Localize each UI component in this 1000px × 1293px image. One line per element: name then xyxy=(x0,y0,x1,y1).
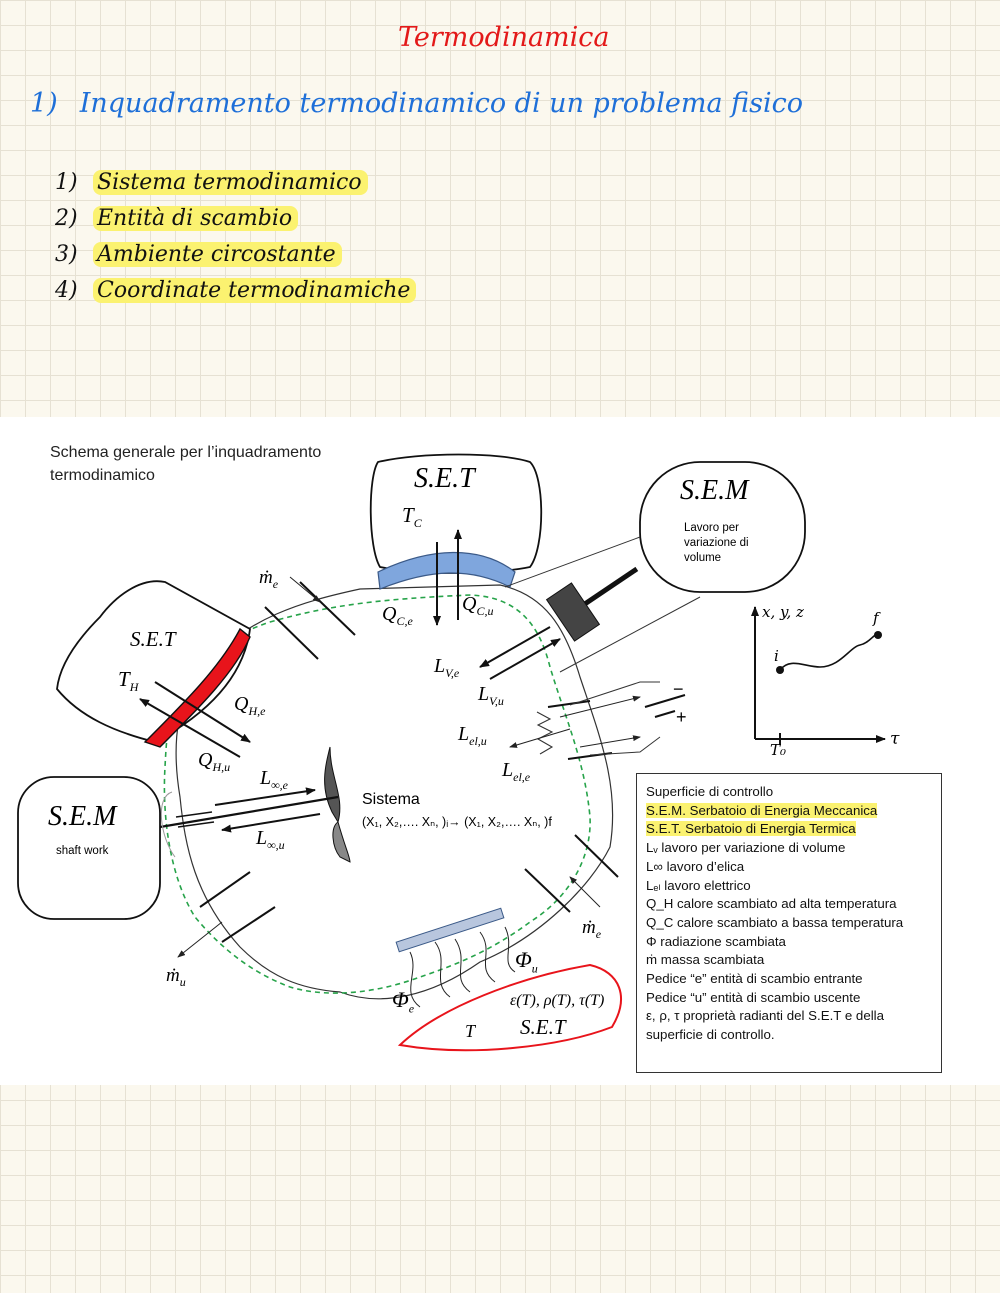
legend-item: L∞ lavoro d’elica xyxy=(646,858,745,874)
graph-i-label: i xyxy=(774,647,779,665)
mass-out-label: ṁ$_u$ xyxy=(166,965,186,989)
section-heading xyxy=(30,88,803,119)
lv-out-label: $L_{V,u}$ xyxy=(478,683,504,708)
graph-f-label: f xyxy=(873,609,879,627)
sem-top-desc: Lavoro per variazione di volume xyxy=(684,522,749,564)
topic-text: Sistema termodinamico xyxy=(93,170,368,195)
topic-text: Entità di scambio xyxy=(93,206,298,231)
topic-number: 2) xyxy=(55,206,78,231)
piston xyxy=(547,548,651,641)
linf-out-label: $L_{\infty,u}$ xyxy=(256,827,285,852)
topic-item xyxy=(55,206,298,231)
topic-text: Ambiente circostante xyxy=(93,242,342,267)
page-title: Termodinamica xyxy=(398,22,610,53)
battery-plus: + xyxy=(676,707,687,727)
topic-item xyxy=(55,278,416,303)
propeller-icon xyxy=(325,747,340,822)
graph-y-label: x, y, z xyxy=(762,603,804,621)
set-top-temp: $T_C$ xyxy=(402,503,422,531)
sistema-state: (X₁, X₂,…. Xₙ, )ᵢ→ (X₁, X₂,…. Xₙ, )f xyxy=(362,815,552,829)
section-text: Inquadramento termodinamico di un problema fisico xyxy=(79,88,804,119)
set-left-label: S.E.T xyxy=(130,627,176,651)
topic-item xyxy=(55,170,368,195)
qh-out-label: $Q_{H,u}$ xyxy=(198,749,231,774)
set-bottom-temp: T xyxy=(465,1021,476,1041)
legend-item: Φ radiazione scambiata xyxy=(646,933,786,949)
set-top-label: S.E.T xyxy=(414,463,475,494)
legend-item: Lₑₗ lavoro elettrico xyxy=(646,877,751,893)
topic-text: Coordinate termodinamiche xyxy=(93,278,416,303)
radiation-window xyxy=(396,908,504,952)
legend-box xyxy=(636,773,942,1073)
mass-in-top-label: ṁ$_e$ xyxy=(259,567,279,591)
qc-out-label: $Q_{C,u}$ xyxy=(462,593,494,618)
battery-minus: − xyxy=(673,679,684,699)
legend-item: Superficie di controllo xyxy=(646,784,774,799)
graph-x-label: τ xyxy=(890,729,900,749)
legend-item: ṁ massa scambiata xyxy=(646,952,765,968)
sem-left-desc: shaft work xyxy=(56,845,109,857)
phi-out-label: $\Phi_u$ xyxy=(515,947,538,976)
legend-item: Lᵥ lavoro per variazione di volume xyxy=(646,840,846,856)
lel-in-label: $L_{el,e}$ xyxy=(502,759,531,784)
legend-item: Pedice “e” entità di scambio entrante xyxy=(646,971,863,987)
section-number: 1) xyxy=(30,88,58,119)
qh-in-label: $Q_{H,e}$ xyxy=(234,693,266,718)
sem-left-label: S.E.M xyxy=(48,801,117,832)
topic-number: 4) xyxy=(55,278,78,303)
sistema-label: Sistema xyxy=(362,791,420,808)
topic-number: 3) xyxy=(55,242,78,267)
legend-item: Q_C calore scambiato a bassa temperatura xyxy=(646,914,904,930)
linf-in-label: $L_{\infty,e}$ xyxy=(260,767,289,792)
set-bottom-props: ε(T), ρ(T), τ(T) xyxy=(510,992,605,1009)
phi-in-label: $\Phi_e$ xyxy=(392,987,415,1016)
legend-item: ε, ρ, τ proprietà radianti del S.E.T e della superficie di controllo. xyxy=(646,1008,885,1043)
legend-item: Pedice “u” entità di scambio uscente xyxy=(646,989,861,1005)
set-left-temp: $T_H$ xyxy=(118,667,139,695)
diagram-panel xyxy=(0,417,1000,1085)
set-bottom-label: S.E.T xyxy=(520,1015,566,1039)
legend-item: S.E.T. Serbatoio di Energia Termica xyxy=(646,821,856,837)
legend-item: Q_H calore scambiato ad alta temperatura xyxy=(646,896,897,912)
diagram-heading: Schema generale per l’inquadramento termodinamico xyxy=(50,444,322,484)
lv-in-label: $L_{V,e}$ xyxy=(434,655,460,680)
qc-in-label: $Q_{C,e}$ xyxy=(382,603,413,628)
topic-number: 1) xyxy=(55,170,78,195)
lel-out-label: $L_{el,u}$ xyxy=(458,723,487,748)
legend-item: S.E.M. Serbatoio di Energia Meccanica xyxy=(646,802,878,818)
mass-in-right-label: ṁ$_e$ xyxy=(582,917,602,941)
graph-t0-label: T₀ xyxy=(770,741,787,759)
topic-item xyxy=(55,242,342,267)
sem-top-label: S.E.M xyxy=(680,475,749,506)
